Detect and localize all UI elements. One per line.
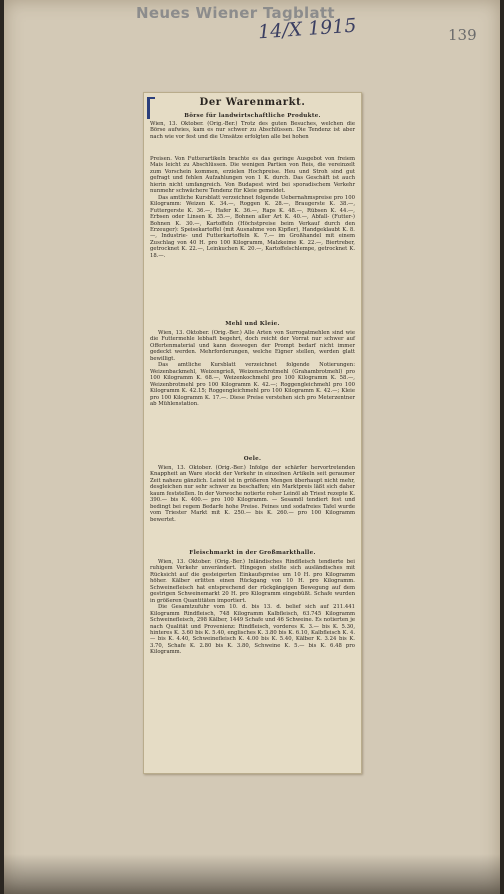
newspaper-clipping	[143, 92, 362, 774]
page-number: 139	[448, 26, 477, 44]
blue-pencil-mark	[147, 97, 150, 119]
section-heading-boerse: Börse für landwirtschaftliche Produkte.	[184, 113, 321, 119]
section-boerse-intro	[150, 121, 355, 140]
section-oele-body	[150, 465, 355, 523]
section-mehl-body	[150, 330, 355, 407]
section-heading-fleisch: Fleischmarkt in der Großmarkthalle.	[189, 550, 316, 556]
paragraph: Wien, 13. Oktober. (Orig.-Ber.) Alle Arten von Surrogatmehlen sind wie die Futtermehle lebhaft begehrt, doch reicht der Vorrat nur schwer auf Offertenmaterial und kann deswegen der Prompt bedarf nicht immer gedeckt werden. Mehrforderungen, welche Eigner stellen, werden glatt bewilligt.	[150, 330, 355, 362]
section-boerse-body	[150, 156, 355, 259]
article-title: Der Warenmarkt.	[199, 97, 306, 108]
paragraph: Preisen. Von Futterartikeln brachte es das geringe Ausgebot von freiem Mais leicht zu Abschlüssen. Die wenigen Partien von Reis, die vereinzelt zum Vorschein kommen, erzielen Hochpreise. Heu und Stroh sind gut gefragt und fehlen Aufzahlungen von 1 K. durch. Das Geschäft ist auch hierin nicht umfangreich. Von Budapest wird bei sporadischem Verkehr nunmehr schwächere Tendenz für Kleie gemeldet.	[150, 156, 355, 195]
paragraph: Wien, 13. Oktober. (Orig.-Ber.) Inländisches Rindfleisch tendierte bei ruhigem Verkehr unverändert. Hingegen stellte sich ausländisches mit Rücksicht auf die gesteigerten Einkaufspreise um 10 H. pro Kilogramm höher. Kälber erlitten einen Rückgang von 10 H. pro Kilogramm. Schweinefleisch hat entsprechend der rückgängigen Bewegung auf dem gestrigen Schweinemarkt 20 H. pro Kilogramm eingebüßt. Schafe wurden in größeren Quantitäten importiert.	[150, 559, 355, 604]
handwritten-date: 14/X 1915	[257, 14, 358, 44]
section-heading-oele: Oele.	[243, 456, 262, 462]
paragraph: Das amtliche Kursblatt verzeichnet folgende Uebernahmspreise pro 100 Kilogramm: Weizen K. 34.—, Roggen K. 28.—, Braugerste K. 38.—, Futtergerste K. 36.—, Hafer K. 36.—, Raps K. 48.—, Rübsen K. 44.—, Erbsen oder Linsen K. 35.—, Bohnen aller Art K. 40.—, Abfall- (Futter-) Bohnen K. 30.—, Kartoffeln (Höchstpreise beim Verkauf durch den Erzeuger): Speisekartoffel (mit Ausnahme von Kipfler), Handgeklaubt K. 8.—, Industrie- und Futterkartoffeln K. 7.— im Großhandel mit einem Zuschlag von 40 H. pro 100 Kilogramm, Malzkeime K. 22.—, Biertreber, getrocknet K. 22.—, Leinkuchen K. 20.—, Kartoffelschlempe, getrocknet K. 18.—.	[150, 194, 355, 259]
paragraph: Wien, 13. Oktober. (Orig.-Ber.) Trotz des guten Besuches, welchen die Börse aufwies, kam es nur schwer zu Abschlüssen. Die Tendenz ist aber nach wie vor fest und die Umsätze erfolgten alle bei hohen	[150, 121, 355, 140]
paragraph: Wien, 13. Oktober. (Orig.-Ber.) Infolge der schärfer hervortretenden Knappheit an Ware stockt der Verkehr in einzelnen Artikeln seit geraumer Zeit nahezu gänzlich. Leinöl ist in größeren Mengen überhaupt nicht mehr, desgleichen nur sehr schwer zu beschaffen; ein Marktpreis läßt sich daher kaum feststellen. In der Vorwoche notierte roher Leinöl ab Triest rezepte K. 390.— bis K. 400.— pro 100 Kilogramm. — Sesamöl tendiert fest und bedingt bei regem Bedarfe hohe Preise. Feines und sodafreies Tafel wurde vom Triester Markt mit K. 250.— bis K. 260.— pro 100 Kilogramm bewertet.	[150, 465, 355, 523]
section-heading-mehl: Mehl und Kleie.	[225, 321, 280, 327]
section-fleisch-body	[150, 559, 355, 656]
paragraph: Das amtliche Kursblatt verzeichnet folgende Notierungen: Weizenbackmehl, Weizengrieß, Weizenschrotmehl (Grahambrotmehl) pro 100 Kilogramm K. 68.—, Weizenkochmehl pro 100 Kilogramm K. 58.—, Weizenbrotmehl pro 100 Kilogramm K. 42.—; Roggengleichmehl pro 100 Kilogramm K. 42.15; Roggengleichmehl pro 100 Kilogramm K. 42.—; Kleie pro 100 Kilogramm K. 17.—. Diese Preise verstehen sich pro Meterzentner ab Mühlenstation.	[150, 362, 355, 407]
newspaper-source-stamp: Neues Wiener Tagblatt	[136, 4, 335, 22]
paragraph: Die Gesamtzufuhr vom 10. d. bis 13. d. belief sich auf 211.441 Kilogramm Rindfleisch, 748 Kilogramm Kalbfleisch, 63.745 Kilogramm Schweinefleisch, 298 Kälber, 1449 Schafe und 46 Schweine. Es notierten je nach Qualität und Provenienz: Rindfleisch, vorderes K. 3.— bis K. 5.30, hinteres K. 3.60 bis K. 5.40, englisches K. 3.80 bis K. 6.10, Kalbfleisch K. 4.— bis K. 4.40, Schweinefleisch K. 4.00 bis K. 5.40, Kälber K. 3.24 bis K. 3.70, Schafe K. 2.80 bis K. 3.80, Schweine K. 5.— bis K. 6.48 pro Kilogramm.	[150, 604, 355, 656]
